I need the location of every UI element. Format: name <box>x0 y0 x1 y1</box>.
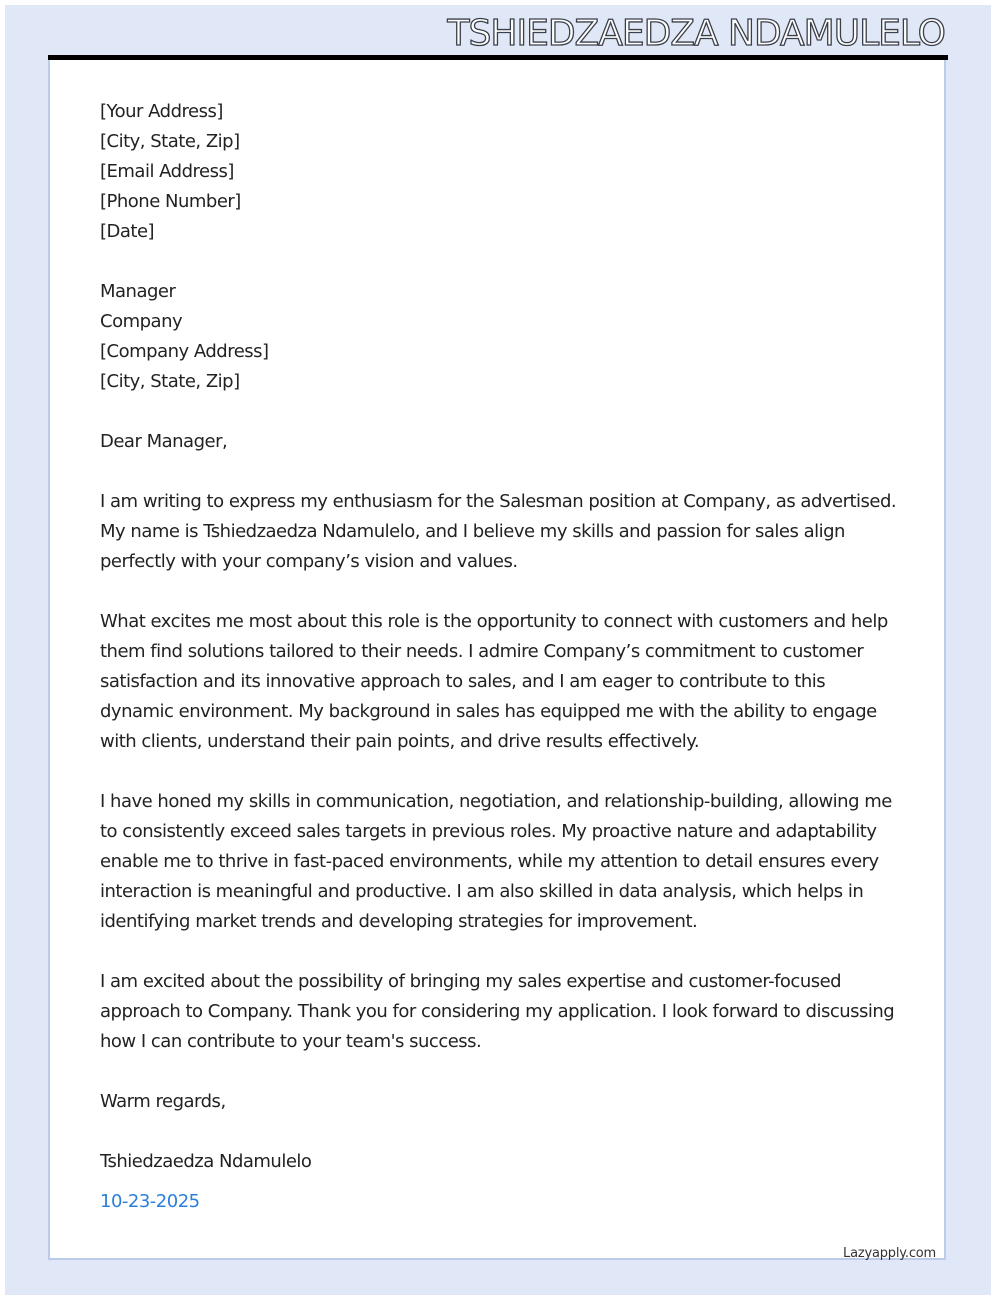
recipient-company: Company <box>100 311 183 332</box>
salutation: Dear Manager, <box>100 431 228 452</box>
recipient-city-state-zip: [City, State, Zip] <box>100 371 240 392</box>
cover-letter <box>100 97 900 1217</box>
closing: Warm regards, <box>100 1091 226 1112</box>
body-paragraph: I am excited about the possibility of bringing my sales expertise and customer-focused approach to Company. Thank you for considering my application. I look forward to discussing how I can contribute to your team's success. <box>100 971 895 1052</box>
spacer <box>100 247 900 277</box>
recipient-address: [Company Address] <box>100 341 269 362</box>
sender-date: [Date] <box>100 221 155 242</box>
recipient-block <box>100 277 900 397</box>
signature-date: 10-23-2025 <box>100 1191 200 1212</box>
sender-phone: [Phone Number] <box>100 191 241 212</box>
spacer <box>100 397 900 427</box>
signature-name: Tshiedzaedza Ndamulelo <box>100 1151 312 1172</box>
header-name: TSHIEDZAEDZA NDAMULELO <box>447 13 945 54</box>
sender-address: [Your Address] <box>100 101 223 122</box>
body-paragraph: I am writing to express my enthusiasm for the Salesman position at Company, as advertised. My name is Tshiedzaedza Ndamulelo, and I believe my skills and passion for sales align perfectly with your company’s vision and values. <box>100 491 897 572</box>
recipient-title: Manager <box>100 281 176 302</box>
body-paragraph: What excites me most about this role is the opportunity to connect with customers and help them find solutions tailored to their needs. I admire Company’s commitment to customer satisfaction and its innovative approach to sales, and I am eager to contribute to this dynamic environment. My background in sales has equipped me with the ability to engage with clients, understand their pain points, and drive results effectively. <box>100 611 888 752</box>
sender-email: [Email Address] <box>100 161 234 182</box>
sender-block <box>100 97 900 247</box>
body-paragraph: I have honed my skills in communication, negotiation, and relationship-building, allowing me to consistently exceed sales targets in previous roles. My proactive nature and adaptability enable me to thrive in fast-paced environments, while my attention to detail ensures every interaction is meaningful and productive. I am also skilled in data analysis, which helps in identifying market trends and developing strategies for improvement. <box>100 791 892 932</box>
sender-city-state-zip: [City, State, Zip] <box>100 131 240 152</box>
footer-brand: Lazyapply.com <box>843 1246 936 1261</box>
